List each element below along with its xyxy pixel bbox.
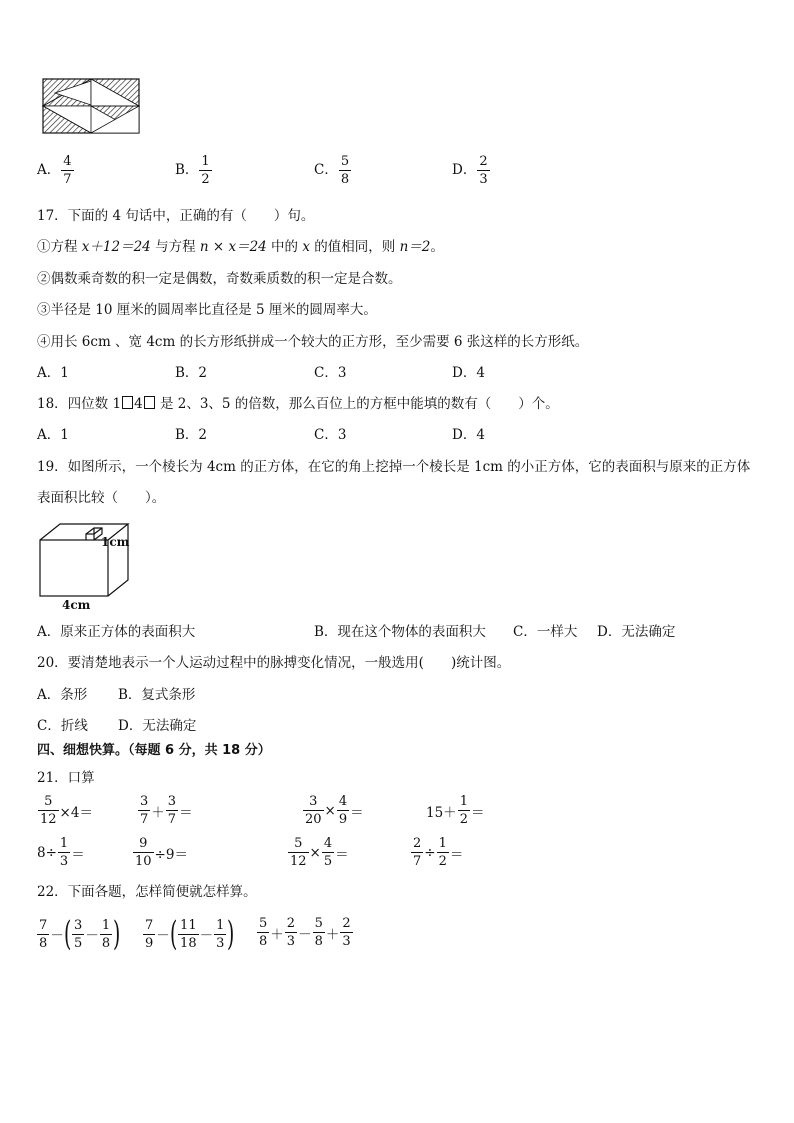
q16-figure — [42, 78, 140, 134]
numerator: 4 — [323, 836, 333, 851]
operator: × — [324, 802, 336, 819]
numerator: 1 — [459, 794, 468, 809]
section-4-title: 四、细想快算。（每题 6 分，共 18 分） — [37, 743, 271, 758]
q21-r1c3 — [302, 795, 364, 826]
q18-option-b[interactable]: B．2 — [175, 427, 208, 443]
denominator: 12 — [40, 812, 57, 827]
text: 。 — [430, 239, 444, 255]
operator: × — [309, 844, 321, 861]
q20-option-a[interactable]: A．条形 — [37, 687, 88, 703]
denominator: 18 — [180, 935, 197, 951]
q17-statement-4: ④用长 6cm 、宽 4cm 的长方形纸拼成一个较大的正方形，至少需要 6 张这样的长方形纸。 — [37, 334, 589, 350]
denominator: 9 — [145, 935, 154, 951]
q19-option-c[interactable]: C．一样大 — [513, 624, 578, 640]
fraction — [411, 837, 423, 868]
q19-small-cube-label: 1cm — [101, 535, 130, 549]
text: ＝ — [179, 804, 193, 821]
option-letter: B． — [175, 162, 199, 178]
text: ①方程 — [37, 239, 82, 255]
q18-stem — [37, 394, 559, 414]
numerator: 2 — [479, 154, 488, 169]
numerator: 5 — [314, 916, 323, 931]
q19-stem-line-1: 19．如图所示，一个棱长为 4cm 的正方体，在它的角上挖掉一个棱长是 1cm 的小正方体，它的表面积与原来的正方体 — [37, 459, 751, 475]
numerator: 3 — [140, 794, 149, 809]
fraction — [166, 795, 178, 826]
q20-option-d[interactable]: D．无法确定 — [118, 718, 197, 734]
numerator: 2 — [413, 836, 422, 851]
option-letter: D． — [452, 162, 477, 178]
fraction — [339, 155, 351, 186]
numerator: 7 — [145, 917, 154, 933]
q22-expression-3 — [256, 917, 354, 948]
q16-option-a[interactable] — [37, 155, 75, 186]
text: 8÷ — [37, 844, 57, 861]
operator: － — [199, 928, 214, 944]
left-paren: ( — [169, 914, 178, 954]
numerator: 5 — [44, 794, 53, 809]
fraction — [199, 155, 211, 186]
fraction — [138, 795, 150, 826]
fraction — [58, 837, 70, 868]
text: ＝ — [71, 846, 85, 863]
fraction — [458, 795, 470, 826]
q20-option-c[interactable]: C．折线 — [37, 718, 88, 734]
operator: ＋ — [325, 926, 340, 943]
q18-option-c[interactable]: C．3 — [314, 427, 347, 443]
equation: n × x＝24 — [199, 239, 267, 255]
denominator: 2 — [438, 854, 447, 869]
denominator: 3 — [59, 854, 69, 869]
operator: － — [85, 928, 99, 944]
q21-r2c4 — [410, 837, 463, 868]
denominator: 7 — [140, 812, 149, 827]
numerator: 4 — [63, 154, 72, 169]
q21-r1c4 — [426, 795, 484, 826]
denominator: 7 — [63, 172, 72, 187]
denominator: 3 — [479, 172, 488, 187]
numerator: 11 — [180, 917, 197, 933]
blank-box — [144, 396, 155, 409]
fraction — [214, 919, 226, 950]
text: 是 2、3、5 的倍数，那么百位上的方框中能填的数有（ ）个。 — [155, 396, 559, 412]
q19-option-d[interactable]: D．无法确定 — [597, 624, 676, 640]
q17-statement-3: ③半径是 10 厘米的圆周率比直径是 5 厘米的圆周率大。 — [37, 302, 377, 318]
text: 中的 — [266, 239, 303, 255]
q22-stem: 22．下面各题，怎样简便就怎样算。 — [37, 884, 257, 900]
text: ×4＝ — [59, 804, 93, 821]
fraction — [61, 155, 73, 186]
numerator: 3 — [74, 917, 83, 933]
text: ＝ — [470, 804, 485, 821]
fraction — [337, 795, 349, 826]
equation: x＋12＝24 — [81, 239, 151, 255]
q17-statement-1 — [37, 237, 444, 257]
right-paren: ) — [227, 914, 235, 954]
q21-r1c1 — [37, 795, 93, 826]
text: 与方程 — [150, 239, 200, 255]
denominator: 3 — [286, 934, 296, 949]
q19-option-b[interactable]: B．现在这个物体的表面积大 — [314, 624, 486, 640]
denominator: 8 — [314, 934, 323, 949]
q22-expression-2 — [142, 914, 235, 954]
text: ÷9＝ — [154, 846, 188, 863]
numerator: 2 — [286, 916, 296, 931]
denominator: 8 — [39, 935, 48, 951]
left-paren: ( — [63, 914, 72, 954]
text: ＝ — [350, 804, 364, 821]
denominator: 3 — [216, 935, 225, 951]
denominator: 7 — [167, 812, 177, 827]
numerator: 1 — [59, 836, 69, 851]
denominator: 5 — [323, 854, 333, 869]
denominator: 3 — [342, 934, 351, 949]
numerator: 1 — [438, 836, 447, 851]
fraction — [322, 837, 334, 868]
q21-stem: 21．口算 — [37, 770, 95, 786]
fraction — [257, 917, 269, 948]
fraction — [38, 795, 59, 826]
denominator: 9 — [338, 812, 348, 827]
numerator: 1 — [101, 917, 111, 933]
q17-option-a[interactable]: A．1 — [37, 365, 69, 381]
fraction — [437, 837, 449, 868]
q16-option-d[interactable] — [452, 155, 491, 186]
numerator: 5 — [259, 916, 268, 931]
denominator: 2 — [459, 812, 468, 827]
numerator: 1 — [201, 154, 210, 169]
q17-statement-2: ②偶数乘奇数的积一定是偶数，奇数乘质数的积一定是合数。 — [37, 271, 402, 287]
fraction — [37, 919, 49, 950]
numerator: 9 — [139, 836, 148, 851]
fraction — [133, 837, 154, 868]
q20-option-b[interactable]: B．复式条形 — [118, 687, 196, 703]
q17-option-d[interactable]: D．4 — [452, 365, 485, 381]
q21-r1c2 — [137, 795, 193, 826]
numerator: 5 — [340, 154, 350, 169]
operator: － — [50, 928, 64, 944]
fraction — [303, 795, 324, 826]
denominator: 8 — [340, 172, 350, 187]
numerator: 4 — [338, 794, 348, 809]
denominator: 2 — [201, 172, 210, 187]
text: 4 — [134, 396, 143, 412]
q17-option-c[interactable]: C．3 — [314, 365, 347, 381]
fraction — [477, 155, 489, 186]
text: 的值相同，则 — [309, 239, 400, 255]
numerator: 2 — [342, 916, 351, 931]
operator: － — [298, 926, 312, 943]
denominator: 8 — [259, 934, 268, 949]
q20-stem: 20．要清楚地表示一个人运动过程中的脉搏变化情况，一般选用( )统计图。 — [37, 655, 511, 671]
numerator: 3 — [167, 794, 177, 809]
text: ＝ — [449, 846, 464, 863]
operator: ＋ — [270, 926, 284, 943]
fraction — [143, 919, 155, 950]
denominator: 8 — [101, 935, 111, 951]
operator: － — [156, 928, 170, 944]
variable: x — [302, 239, 310, 255]
blank-box — [122, 396, 133, 409]
fraction — [313, 917, 325, 948]
q21-r2c2 — [132, 837, 188, 868]
right-paren: ) — [113, 914, 121, 954]
q21-r2c1 — [37, 837, 85, 868]
numerator: 5 — [294, 836, 303, 851]
numerator: 1 — [216, 917, 225, 933]
operator: ＋ — [151, 804, 165, 821]
fraction — [100, 919, 112, 950]
fraction — [178, 919, 199, 950]
option-letter: A． — [37, 162, 61, 178]
text: 18．四位数 1 — [37, 396, 122, 412]
denominator: 12 — [290, 854, 307, 869]
q21-r2c3 — [287, 837, 349, 868]
fraction — [340, 917, 352, 948]
fraction — [285, 917, 297, 948]
text: ＝ — [335, 846, 349, 863]
q18-option-d[interactable]: D．4 — [452, 427, 485, 443]
q19-big-cube-label: 4cm — [62, 598, 91, 612]
q17-option-b[interactable]: B．2 — [175, 365, 208, 381]
fraction — [72, 919, 84, 950]
text: 15＋ — [426, 804, 457, 821]
fraction — [288, 837, 309, 868]
numerator: 7 — [39, 917, 48, 933]
q22-expression-1 — [36, 914, 121, 954]
denominator: 7 — [413, 854, 422, 869]
q19-option-a[interactable]: A．原来正方体的表面积大 — [37, 624, 196, 640]
q18-option-a[interactable]: A．1 — [37, 427, 69, 443]
option-letter: C． — [314, 162, 338, 178]
operator: ÷ — [424, 844, 436, 861]
q16-option-c[interactable] — [314, 155, 352, 186]
denominator: 10 — [135, 854, 152, 869]
q19-stem-line-2: 表面积比较（ ）。 — [37, 490, 166, 506]
denominator: 20 — [305, 812, 322, 827]
q16-option-b[interactable] — [175, 155, 213, 186]
numerator: 3 — [309, 794, 318, 809]
denominator: 5 — [74, 935, 83, 951]
q17-stem: 17．下面的 4 句话中，正确的有（ ）句。 — [37, 208, 315, 224]
equation: n＝2 — [399, 239, 431, 255]
